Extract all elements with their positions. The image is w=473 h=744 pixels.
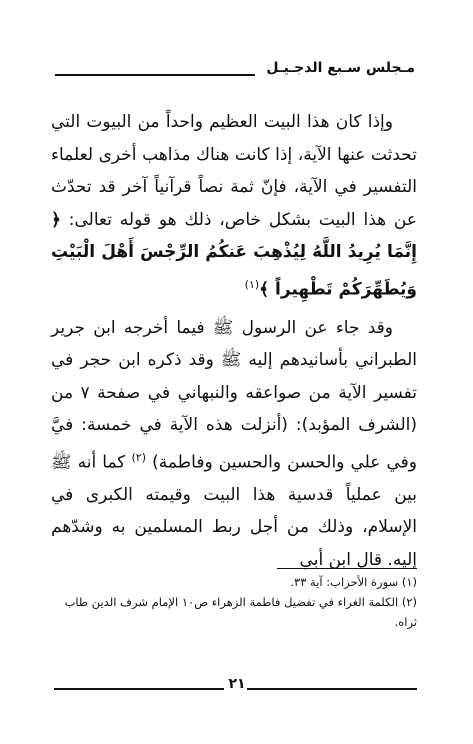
header-rule	[55, 74, 255, 76]
footnote-ref-2: (٢)	[131, 450, 146, 464]
footnote-rule	[277, 568, 417, 569]
paragraph-text: وإذا كان هذا البيت العظيم واحداً من البيوت التي تحدثت عنها الآية، إذا كانت هناك مذاهب أخرى لعلماء التفسير في الآية، فإنّ ثمة نصاً قرآنياً آخر قد تحدّث عن هذا البيت بشكل خاص، ذلك هو قوله تعالى:	[51, 112, 417, 230]
footer-rule-left	[54, 688, 224, 690]
footnote-ref-1: (١)	[244, 277, 260, 291]
page-header	[55, 60, 415, 84]
quran-verse: ﴿ إِنَّمَا يُرِيدُ اللَّهُ لِيُذْهِبَ عَنكُمُ الرِّجْسَ أَهْلَ الْبَيْتِ وَيُطَهِّرَكُمْ تَطْهِيراً ﴾	[51, 209, 417, 300]
running-header-title: مـجلس سـبع الدجـيـل	[266, 60, 415, 76]
paragraph-text: وقد جاء عن الرسول ﷺ فيما أخرجه ابن جرير الطبراني بأسانيدهم إليه ﷺ وقد ذكره ابن حجر في تفسير الآية من صواعقه والنبهاني في صفحة ٧ من (الشرف المؤبد): (أنزلت هذه الآية في خمسة: فيَّ وفي علي والحسن والحسين وفاطمة)	[51, 317, 417, 473]
footnotes	[47, 572, 417, 632]
paragraph-text: كما أنه ﷺ بين عملياً قدسية هذا البيت وقيمته الكبرى في الإسلام، وذلك من أجل ربط المسلمين به وشدّهم إليه. قال ابن أبي	[51, 452, 417, 570]
paragraph-1	[51, 106, 417, 306]
footnote-2: (٢) الكلمة الغراء في تفضيل فاطمة الزهراء ص١٠ الإمام شرف الدين طاب ثراه.	[64, 595, 417, 629]
body-text	[51, 106, 417, 576]
footnote-1: (١) سورة الأحزاب: آية ٣٣.	[290, 575, 417, 589]
page-number: ٢١	[228, 676, 246, 692]
paragraph-2	[51, 312, 417, 577]
footer-rule-right	[247, 688, 417, 690]
